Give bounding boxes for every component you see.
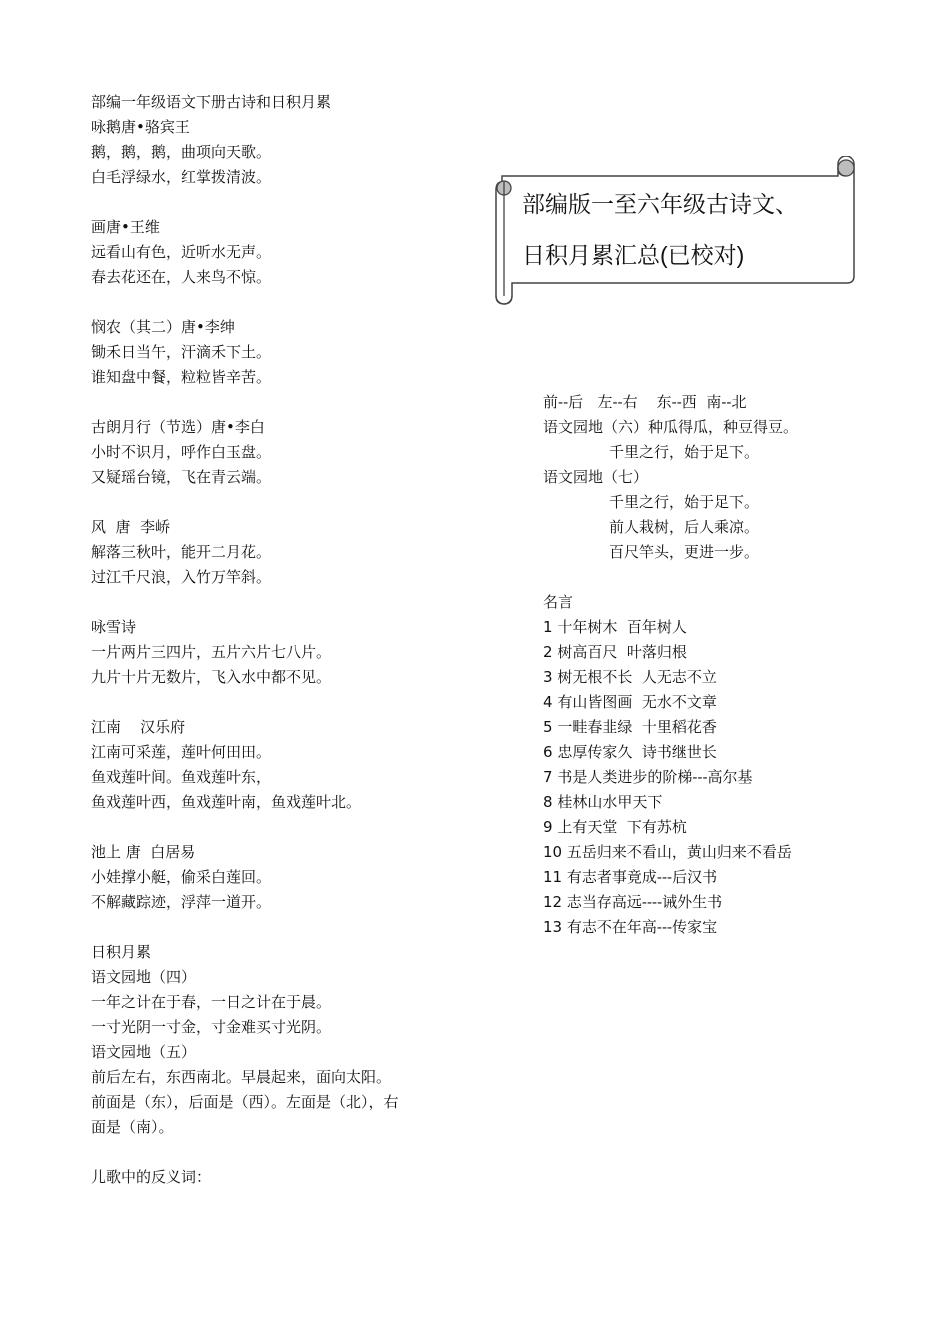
quote-item bbox=[543, 890, 883, 915]
poem-line: 白毛浮绿水，红掌拨清波。 bbox=[91, 168, 272, 186]
spacer bbox=[91, 190, 471, 215]
document-title: 部编一年级语文下册古诗和日积月累 bbox=[91, 93, 332, 111]
poem-title: 古朗月行（节选）唐•李白 bbox=[91, 418, 265, 436]
spacer bbox=[91, 815, 471, 840]
quote-number: 5 bbox=[543, 718, 553, 736]
poem-line: 春去花还在，人来鸟不惊。 bbox=[91, 268, 272, 286]
quote-text: 有志者事竟成---后汉书 bbox=[566, 868, 718, 886]
quote-text: 志当存高远----诫外生书 bbox=[566, 893, 723, 911]
right-column bbox=[543, 390, 883, 940]
section-heading: 名言 bbox=[543, 593, 574, 611]
quote-item bbox=[543, 815, 883, 840]
quote-text: 忠厚传家久 诗书继世长 bbox=[557, 743, 717, 761]
quote-item bbox=[543, 740, 883, 765]
spacer bbox=[91, 590, 471, 615]
quote-number: 2 bbox=[543, 643, 553, 661]
quote-text: 桂林山水甲天下 bbox=[557, 793, 663, 811]
poem-line: 九片十片无数片，飞入水中都不见。 bbox=[91, 668, 332, 686]
saying-line: 前后左右，东西南北。早晨起来，面向太阳。 bbox=[91, 1068, 392, 1086]
saying-line: 语文园地（六）种瓜得瓜，种豆得豆。 bbox=[543, 418, 799, 436]
antonym-pairs: 前--后 左--右 东--西 南--北 bbox=[543, 393, 747, 411]
banner-title-line2: 日积月累汇总(已校对) bbox=[522, 242, 745, 268]
poem-line: 远看山有色，近听水无声。 bbox=[91, 243, 272, 261]
saying-line: 前人栽树，后人乘凉。 bbox=[609, 518, 760, 536]
quote-text: 五岳归来不看山，黄山归来不看岳 bbox=[566, 843, 792, 861]
quote-item bbox=[543, 865, 883, 890]
saying-line: 千里之行，始于足下。 bbox=[609, 443, 760, 461]
poem-title: 悯农（其二）唐•李绅 bbox=[91, 318, 235, 336]
quote-number: 13 bbox=[543, 918, 563, 936]
quote-item bbox=[543, 665, 883, 690]
quote-number: 3 bbox=[543, 668, 553, 686]
quote-text: 有山皆图画 无水不文章 bbox=[557, 693, 717, 711]
poem-line: 谁知盘中餐，粒粒皆辛苦。 bbox=[91, 368, 272, 386]
spacer bbox=[91, 1140, 471, 1165]
quote-text: 上有天堂 下有苏杭 bbox=[557, 818, 687, 836]
spacer bbox=[91, 915, 471, 940]
left-column bbox=[91, 90, 471, 1190]
quote-number: 4 bbox=[543, 693, 553, 711]
poem-title: 画唐•王维 bbox=[91, 218, 160, 236]
section-heading: 日积月累 bbox=[91, 943, 152, 961]
quote-item bbox=[543, 640, 883, 665]
banner-title-line1: 部编版一至六年级古诗文、 bbox=[522, 192, 798, 218]
quote-text: 树无根不长 人无志不立 bbox=[557, 668, 717, 686]
quote-item bbox=[543, 840, 883, 865]
quote-item bbox=[543, 765, 883, 790]
poem-line: 又疑瑶台镜，飞在青云端。 bbox=[91, 468, 272, 486]
poem-line: 解落三秋叶，能开二月花。 bbox=[91, 543, 272, 561]
saying-line: 千里之行，始于足下。 bbox=[609, 493, 760, 511]
spacer bbox=[91, 290, 471, 315]
quote-item bbox=[543, 615, 883, 640]
quote-number: 12 bbox=[543, 893, 563, 911]
subsection-title: 语文园地（五） bbox=[91, 1043, 197, 1061]
quote-item bbox=[543, 715, 883, 740]
poem-line: 一片两片三四片，五片六片七八片。 bbox=[91, 643, 332, 661]
poem-line: 鱼戏莲叶间。鱼戏莲叶东， bbox=[91, 768, 272, 786]
poem-line: 过江千尺浪，入竹万竿斜。 bbox=[91, 568, 272, 586]
banner-text bbox=[522, 180, 842, 280]
poem-line: 鹅，鹅，鹅，曲项向天歌。 bbox=[91, 143, 272, 161]
poem-title: 江南 汉乐府 bbox=[91, 718, 186, 736]
spacer bbox=[543, 565, 883, 590]
quote-number: 1 bbox=[543, 618, 553, 636]
quote-item bbox=[543, 915, 883, 940]
poem-title: 咏鹅唐•骆宾王 bbox=[91, 118, 190, 136]
saying-line: 一寸光阴一寸金，寸金难买寸光阴。 bbox=[91, 1018, 332, 1036]
quote-number: 9 bbox=[543, 818, 553, 836]
subsection-title: 语文园地（七） bbox=[543, 468, 649, 486]
scroll-banner bbox=[488, 156, 860, 306]
quote-number: 10 bbox=[543, 843, 563, 861]
section-heading: 儿歌中的反义词： bbox=[91, 1168, 212, 1186]
poem-title: 咏雪诗 bbox=[91, 618, 137, 636]
quote-number: 8 bbox=[543, 793, 553, 811]
quote-item bbox=[543, 690, 883, 715]
spacer bbox=[91, 390, 471, 415]
spacer bbox=[91, 690, 471, 715]
poem-line: 不解藏踪迹，浮萍一道开。 bbox=[91, 893, 272, 911]
spacer bbox=[91, 490, 471, 515]
subsection-title: 语文园地（四） bbox=[91, 968, 197, 986]
saying-line: 前面是（东），后面是（西）。左面是（北），右 bbox=[91, 1093, 399, 1111]
poem-line: 小时不识月，呼作白玉盘。 bbox=[91, 443, 272, 461]
quote-number: 11 bbox=[543, 868, 563, 886]
saying-line: 一年之计在于春，一日之计在于晨。 bbox=[91, 993, 332, 1011]
saying-line: 面是（南）。 bbox=[91, 1118, 174, 1136]
quote-text: 树高百尺 叶落归根 bbox=[557, 643, 687, 661]
poem-line: 锄禾日当午，汗滴禾下土。 bbox=[91, 343, 272, 361]
quote-text: 十年树木 百年树人 bbox=[557, 618, 687, 636]
poem-line: 小娃撑小艇，偷采白莲回。 bbox=[91, 868, 272, 886]
quote-item bbox=[543, 790, 883, 815]
poem-line: 鱼戏莲叶西，鱼戏莲叶南，鱼戏莲叶北。 bbox=[91, 793, 362, 811]
quote-text: 书是人类进步的阶梯---高尔基 bbox=[557, 768, 753, 786]
saying-line: 百尺竿头，更进一步。 bbox=[609, 543, 760, 561]
poem-line: 江南可采莲，莲叶何田田。 bbox=[91, 743, 272, 761]
quote-text: 有志不在年高---传家宝 bbox=[566, 918, 718, 936]
poem-title: 池上 唐 白居易 bbox=[91, 843, 196, 861]
poem-title: 风 唐 李峤 bbox=[91, 518, 171, 536]
quote-number: 7 bbox=[543, 768, 553, 786]
quote-text: 一畦春韭绿 十里稻花香 bbox=[557, 718, 717, 736]
quote-number: 6 bbox=[543, 743, 553, 761]
